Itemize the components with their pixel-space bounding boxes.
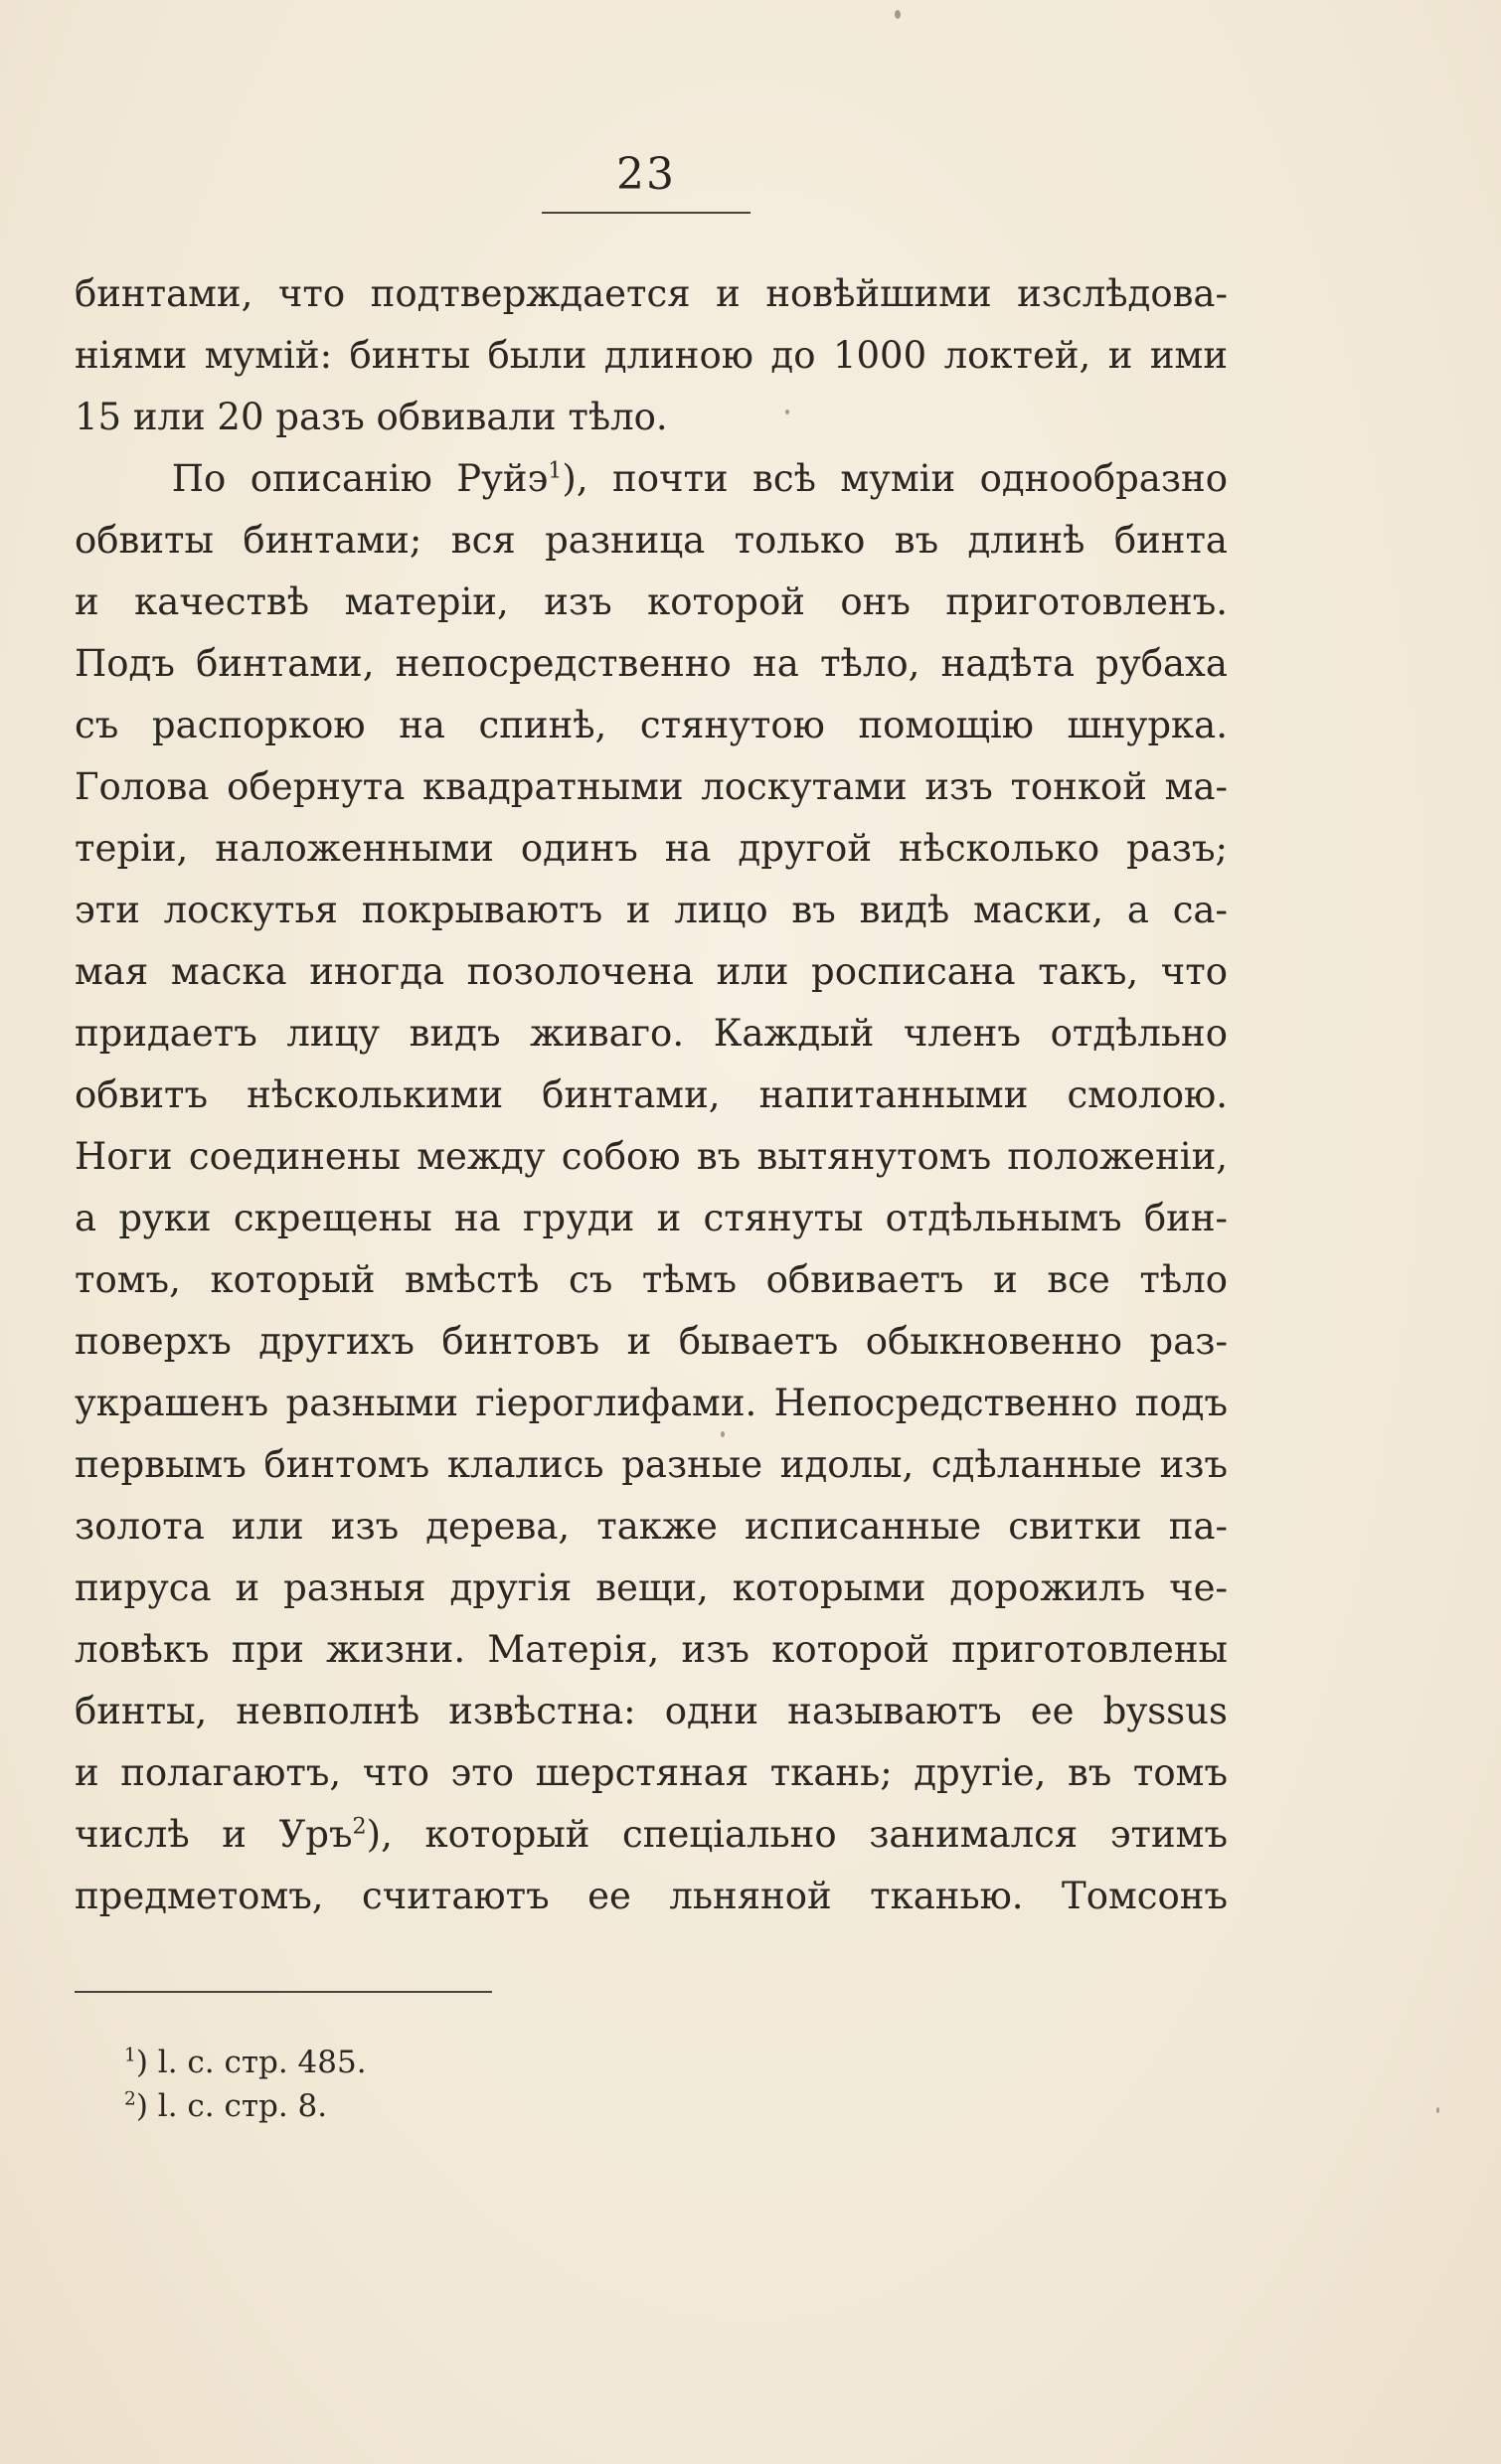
text-line [75, 1804, 1228, 1866]
text-run: обвиты бинтами; вся разница только въ длинѣ бинта [75, 519, 1228, 562]
text-line [75, 1003, 1228, 1065]
text-line [75, 880, 1228, 941]
text-line [75, 387, 1228, 448]
text-run: первымъ бинтомъ клались разные идолы, сдѣланные изъ [75, 1443, 1228, 1486]
text-line [75, 941, 1228, 1003]
footnote-ref: 2 [352, 1813, 367, 1840]
footnote-text: ) l. c. стр. 485. [135, 2045, 367, 2080]
footnote [124, 2084, 367, 2128]
text-line [75, 572, 1228, 633]
text-line [75, 1126, 1228, 1188]
text-line [75, 1742, 1228, 1804]
text-run: Подъ бинтами, непосредственно на тѣло, надѣта рубаха [75, 642, 1228, 685]
text-run: ловѣкъ при жизни. Матерія, изъ которой приготовлены [75, 1628, 1228, 1671]
text-run: пируса и разныя другія вещи, которыми дорожилъ че- [75, 1566, 1228, 1609]
text-line [75, 448, 1228, 510]
text-line [75, 1311, 1228, 1373]
text-line [75, 695, 1228, 756]
text-run: эти лоскутья покрываютъ и лицо въ видѣ маски, а са- [75, 889, 1228, 931]
text-run: а руки скрещены на груди и стянуты отдѣльнымъ бин- [75, 1197, 1228, 1239]
text-run: поверхъ другихъ бинтовъ и бываетъ обыкновенно раз- [75, 1320, 1228, 1363]
text-line [75, 263, 1228, 325]
text-line [75, 1065, 1228, 1126]
text-run: съ распоркою на спинѣ, стянутою помощію шнурка. [75, 704, 1228, 746]
text-run: и полагаютъ, что это шерстяная ткань; другіе, въ томъ [75, 1751, 1228, 1794]
footnote-ref: 1 [548, 457, 563, 484]
text-run: мая маска иногда позолочена или росписана такъ, что [75, 950, 1228, 993]
text-run: придаетъ лицу видъ живаго. Каждый членъ отдѣльно [75, 1012, 1228, 1055]
text-line [75, 1619, 1228, 1681]
text-run: бинты, невполнѣ извѣстна: одни называютъ ее byssus [75, 1690, 1228, 1732]
text-run: обвитъ нѣсколькими бинтами, напитанными смолою. [75, 1073, 1228, 1116]
paper-speck [785, 410, 789, 414]
text-line [75, 510, 1228, 572]
text-run: Голова обернута квадратными лоскутами изъ тонкой ма- [75, 765, 1228, 808]
text-line [75, 1866, 1228, 1927]
footnotes [124, 2041, 367, 2128]
text-run: бинтами, что подтверждается и новѣйшими изслѣдова- [75, 272, 1228, 315]
footnote [124, 2041, 367, 2084]
text-run: и качествѣ матеріи, изъ которой онъ приготовленъ. [75, 580, 1228, 623]
text-line [75, 1681, 1228, 1742]
footnote-mark: 1 [124, 2045, 136, 2066]
text-line [75, 1249, 1228, 1311]
text-line [75, 1434, 1228, 1496]
text-line [75, 1558, 1228, 1619]
text-run: теріи, наложенными одинъ на другой нѣсколько разъ; [75, 827, 1228, 870]
text-run: украшенъ разными гіероглифами. Непосредственно подъ [75, 1382, 1228, 1424]
text-line [75, 1496, 1228, 1558]
footnote-text: ) l. c. стр. 8. [135, 2088, 328, 2124]
text-run: ніями мумій: бинты были длиною до 1000 локтей, и ими [75, 334, 1228, 377]
paper-speck [1436, 2107, 1439, 2113]
text-run: Ноги соединены между собою въ вытянутомъ положеніи, [75, 1135, 1228, 1178]
text-run: ), почти всѣ муміи однообразно [562, 457, 1228, 500]
text-line [75, 756, 1228, 818]
text-line [75, 633, 1228, 695]
text-run: числѣ и Уръ [75, 1813, 353, 1856]
text-line [75, 818, 1228, 880]
text-run: 15 или 20 разъ обвивали тѣло. [75, 396, 668, 438]
text-line [75, 1373, 1228, 1434]
text-run: золота или изъ дерева, также исписанные свитки па- [75, 1505, 1228, 1548]
text-line [75, 325, 1228, 387]
paper-speck [721, 1431, 725, 1437]
text-run: томъ, который вмѣстѣ съ тѣмъ обвиваетъ и все тѣло [75, 1258, 1228, 1301]
page-number: 23 [616, 149, 676, 200]
footnote-rule [75, 1991, 492, 1993]
paper-speck [895, 10, 901, 19]
footnote-mark: 2 [124, 2088, 136, 2110]
text-line [75, 1188, 1228, 1249]
body-text [75, 263, 1228, 1927]
header-rule [542, 212, 750, 214]
text-run: предметомъ, считаютъ ее льняной тканью. Томсонъ [75, 1875, 1228, 1917]
text-run: ), который спеціально занимался этимъ [366, 1813, 1229, 1856]
text-run: По описанію Руйэ [75, 457, 549, 500]
